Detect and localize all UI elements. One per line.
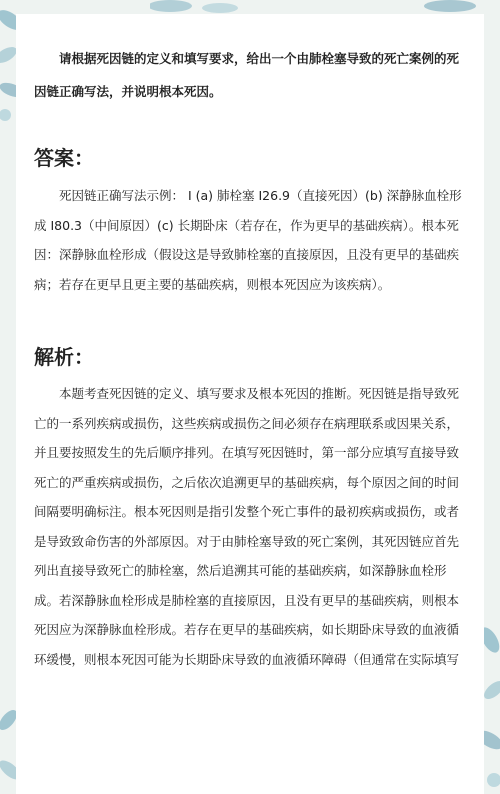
analysis-line: 并且要按照发生的先后顺序排列。在填写死因链时，第一部分应填写直接导致 bbox=[34, 445, 460, 460]
analysis-paragraph bbox=[34, 379, 474, 674]
analysis-line: 死因应为深静脉血栓形成。若存在更早的基础疾病，如长期卧床导致的血液循 bbox=[34, 622, 460, 637]
answer-line: 病；若存在更早且更主要的基础疾病，则根本死因应为该疾病）。 bbox=[34, 276, 391, 292]
analysis-line: 本题考查死因链的定义、填写要求及根本死因的推断。死因链是指导致死 bbox=[59, 386, 460, 401]
question-line: 请根据死因链的定义和填写要求，给出一个由肺栓塞导致的死亡案例的死 bbox=[59, 51, 460, 66]
answer-heading: 答案： bbox=[34, 146, 94, 170]
answer-line: 死因链正确写法示例： I (a) 肺栓塞 I26.9（直接死因）(b) 深静脉血栓形 bbox=[59, 188, 462, 203]
answer-paragraph bbox=[34, 181, 474, 299]
analysis-heading: 解析： bbox=[34, 345, 94, 369]
analysis-line: 是导致致命伤害的外部原因。对于由肺栓塞导致的死亡案例，其死因链应首先 bbox=[34, 533, 460, 549]
analysis-line: 间隔要明确标注。根本死因则是指引发整个死亡事件的最初疾病或损伤，或者 bbox=[34, 504, 460, 519]
question-line: 因链正确写法，并说明根本死因。 bbox=[34, 84, 222, 99]
analysis-line: 成。若深静脉血栓形成是肺栓塞的直接原因，且没有更早的基础疾病，则根本 bbox=[34, 592, 460, 608]
analysis-line: 死亡的严重疾病或损伤，之后依次追溯更早的基础疾病，每个原因之间的时间 bbox=[34, 474, 460, 490]
answer-line: 成 I80.3（中间原因）(c) 长期卧床（若存在，作为更早的基础疾病）。根本死 bbox=[34, 217, 459, 233]
analysis-line: 亡的一系列疾病或损伤，这些疾病或损伤之间必须存在病理联系或因果关系， bbox=[34, 415, 460, 431]
question-text bbox=[34, 42, 474, 108]
analysis-line: 环缓慢，则根本死因可能为长期卧床导致的血液循环障碍（但通常在实际填写 bbox=[34, 651, 460, 667]
analysis-line: 列出直接导致死亡的肺栓塞，然后追溯其可能的基础疾病，如深静脉血栓形 bbox=[34, 563, 447, 578]
answer-line: 因：深静脉血栓形成（假设这是导致肺栓塞的直接原因，且没有更早的基础疾 bbox=[34, 247, 460, 262]
document-page bbox=[16, 14, 484, 794]
